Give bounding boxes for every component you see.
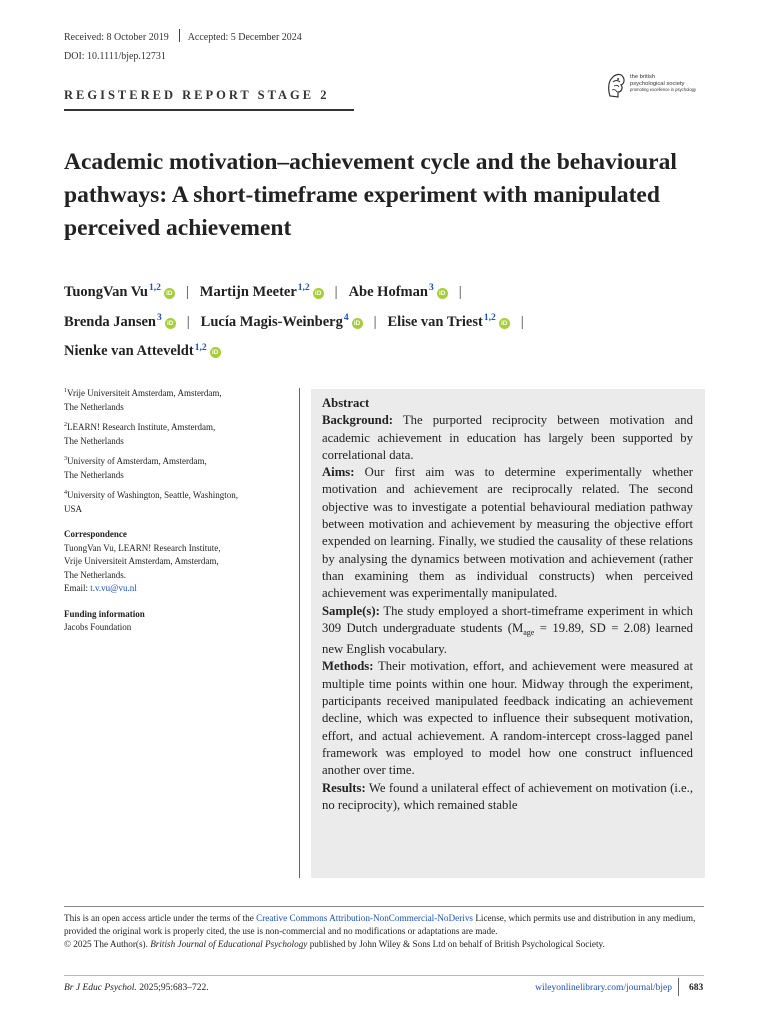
author-separator: | <box>458 283 462 300</box>
affiliation-text: USA <box>64 503 83 514</box>
journal-url[interactable] <box>535 983 672 993</box>
author-magis-weinberg[interactable] <box>201 314 363 330</box>
bps-logo <box>606 70 716 100</box>
license-link[interactable]: Creative Commons Attribution-NonCommercial-NoDerivs <box>256 913 474 923</box>
abstract-label: Results: <box>322 780 366 795</box>
orcid-icon[interactable]: iD <box>437 288 448 299</box>
citation-details: 2025;95:683–722. <box>136 983 209 993</box>
logo-line-2: psychological society <box>630 80 685 87</box>
meta-divider <box>179 29 180 42</box>
abstract-label: Background: <box>322 413 393 428</box>
copyright-text <box>64 938 704 951</box>
copyright-part: © 2025 The Author(s). <box>64 939 151 949</box>
abstract-methods <box>322 658 693 779</box>
author-line-2 <box>64 305 724 335</box>
author-meeter[interactable] <box>200 284 324 300</box>
correspondence-line: The Netherlands. <box>64 569 126 580</box>
abstract-label: Sample(s): <box>322 603 380 618</box>
journal-name: British Journal of Educational Psychology <box>150 939 308 949</box>
author-hofman[interactable] <box>349 284 448 300</box>
affiliation-text: The Netherlands <box>64 469 124 480</box>
funding <box>64 608 289 635</box>
abstract-subscript: age <box>523 627 535 637</box>
correspondence-line: TuongVan Vu, LEARN! Research Institute, <box>64 542 221 553</box>
correspondence-line: Vrije Universiteit Amsterdam, Amsterdam, <box>64 556 219 566</box>
abstract-sample <box>322 603 693 659</box>
page-divider <box>678 978 679 996</box>
author-affiliation-sup[interactable]: 4 <box>343 312 349 323</box>
funding-heading: Funding information <box>64 608 145 619</box>
abstract-body: The study employed a short-timeframe experiment in which 309 Dutch undergraduate students (M <box>322 603 693 635</box>
correspondence-heading: Correspondence <box>64 529 127 539</box>
abstract-body: We found a unilateral effect of achievement on motivation (i.e., no reciprocity), which remained stable <box>322 780 693 812</box>
email-label: Email: <box>64 583 91 593</box>
affiliation-text: LEARN! Research Institute, Amsterdam, <box>67 422 216 432</box>
abstract-aims <box>322 464 693 602</box>
abstract-body: = 19.89, SD = 2.08) learned new English vocabulary. <box>322 620 693 657</box>
bps-logo-icon <box>606 70 628 100</box>
article-title: Academic motivation–achievement cycle and the behavioural pathways: A short-timeframe experiment with manipulated perceived achievement <box>64 149 677 241</box>
author-separator: | <box>334 283 338 300</box>
license-text-part: This is an open access article under the terms of the <box>64 913 257 923</box>
citation-journal: Br J Educ Psychol. <box>64 983 137 993</box>
affiliation-number: 3 <box>64 456 67 462</box>
affiliation-number: 1 <box>64 388 67 394</box>
affiliation-text: The Netherlands <box>64 435 124 446</box>
author-affiliation-sup[interactable]: 1,2 <box>149 283 161 293</box>
journal-url-link[interactable]: wileyonlinelibrary.com/journal/bjep <box>535 983 672 993</box>
abstract-results <box>322 780 693 815</box>
received-date: Received: 8 October 2019 <box>64 32 169 43</box>
logo-line-3: promoting excellence in psychology <box>630 87 697 92</box>
author-separator: | <box>373 313 377 330</box>
column-divider <box>299 388 300 878</box>
abstract-body: Their motivation, effort, and achievement were measured at multiple time points within one hour. Midway through the experiment, participants received manipulated feedback indicating an achievement decline, which was expected to influence their subsequent motivation, effort, and actual achievement. A random-intercept cross-lagged panel framework was employed to model how one construct influenced another over time. <box>322 659 693 778</box>
orcid-icon[interactable]: iD <box>313 288 324 299</box>
affiliations-column <box>64 385 289 635</box>
section-label: REGISTERED REPORT STAGE 2 <box>64 88 330 102</box>
affiliation-number: 2 <box>64 422 67 428</box>
affiliation-2 <box>64 419 289 448</box>
author-name: Elise van Triest <box>387 313 483 330</box>
orcid-icon[interactable]: iD <box>164 288 175 299</box>
affiliation-number: 4 <box>64 490 67 496</box>
abstract-box <box>311 389 705 878</box>
affiliation-text: The Netherlands <box>64 401 124 412</box>
author-name: Martijn Meeter <box>199 283 297 300</box>
abstract-label: Methods: <box>322 659 374 674</box>
affiliation-text: University of Washington, Seattle, Washington, <box>67 490 238 500</box>
abstract-heading: Abstract <box>322 396 370 410</box>
abstract-body: Our first aim was to determine experimentally whether motivation and achievement are reciprocally related. The second objective was to investigate a potential behavioural mediation pathway between motivation and achievement by measuring the objective effort expended on learning. Finally, we studied the causality of these relations by analysing the dynamics between motivation and achievement (rather than examining them as individual constructs) when perceived achievement was experimentally manipulated. <box>322 465 693 601</box>
author-line-1 <box>64 275 724 305</box>
author-name: Abe Hofman <box>348 283 428 300</box>
abstract-body: The purported reciprocity between motivation and academic achievement in education has largely been supported by correlational data. <box>322 413 693 462</box>
author-affiliation-sup[interactable]: 1,2 <box>194 342 207 353</box>
affiliation-text: University of Amsterdam, Amsterdam, <box>67 456 207 466</box>
correspondence-email <box>64 582 289 596</box>
copyright-part: published by John Wiley & Sons Ltd on behalf of British Psychological Society. <box>307 939 605 949</box>
author-affiliation-sup[interactable]: 1,2 <box>297 283 310 293</box>
footnote-rule <box>64 906 704 907</box>
author-affiliation-sup[interactable]: 1,2 <box>483 312 496 323</box>
affiliation-4 <box>64 487 289 516</box>
author-name: TuongVan Vu <box>64 283 148 300</box>
abstract-label: Aims: <box>322 465 355 480</box>
license-footnote <box>64 912 704 951</box>
author-line-3 <box>64 335 724 365</box>
abstract-background <box>322 412 693 464</box>
license-text-part: License, which permits use and distribution in any medium, provided the original work is properly cited, the use is non-commercial and no modifications or adaptations are made. <box>64 913 696 936</box>
author-name: Lucía Magis-Weinberg <box>200 313 343 330</box>
section-rule <box>64 109 354 111</box>
affiliation-3 <box>64 453 289 482</box>
orcid-icon[interactable]: iD <box>352 318 363 329</box>
funding-text: Jacobs Foundation <box>64 622 132 632</box>
author-van-atteveldt[interactable] <box>64 343 221 359</box>
citation <box>64 983 209 993</box>
correspondence <box>64 528 289 596</box>
author-list <box>64 275 724 364</box>
author-vu[interactable] <box>64 284 175 300</box>
orcid-icon[interactable]: iD <box>499 318 510 329</box>
author-van-triest[interactable] <box>388 314 510 330</box>
orcid-icon[interactable]: iD <box>165 318 176 329</box>
author-separator: | <box>520 313 524 330</box>
bottom-rule <box>64 975 704 976</box>
author-affiliation-sup[interactable]: 3 <box>157 312 162 323</box>
doi[interactable]: DOI: 10.1111/bjep.12731 <box>64 51 166 62</box>
logo-line-1: the british <box>630 74 656 80</box>
submission-dates <box>64 29 302 43</box>
author-name: Nienke van Atteveldt <box>64 343 194 360</box>
author-affiliation-sup[interactable]: 3 <box>428 283 434 293</box>
license-text <box>64 912 704 938</box>
affiliation-1 <box>64 385 289 414</box>
author-separator: | <box>186 313 190 330</box>
affiliation-text: Vrije Universiteit Amsterdam, Amsterdam, <box>67 388 222 398</box>
email-link[interactable]: t.v.vu@vu.nl <box>90 583 137 593</box>
orcid-icon[interactable]: iD <box>210 347 221 358</box>
author-name: Brenda Jansen <box>64 313 156 330</box>
page-number: 683 <box>689 983 704 993</box>
abstract-text <box>322 395 693 814</box>
author-separator: | <box>185 283 189 300</box>
accepted-date: Accepted: 5 December 2024 <box>187 32 302 43</box>
author-jansen[interactable] <box>64 314 176 330</box>
